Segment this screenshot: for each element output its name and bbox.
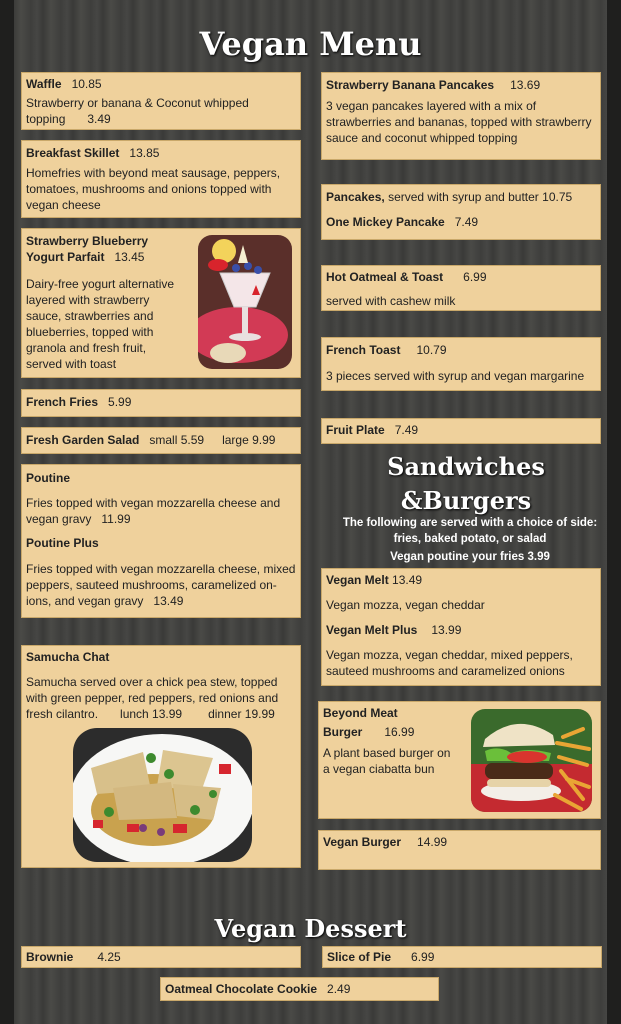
- samucha-desc: Samucha served over a chick pea stew, topped with green pepper, red peppers, red onions and fresh cilantro.: [26, 675, 279, 721]
- parfait-name-2: Yogurt Parfait: [26, 250, 105, 264]
- sb-pancakes-card: [321, 72, 601, 160]
- samucha-dinner: dinner 19.99: [208, 707, 275, 721]
- sandwiches-title-2: &Burgers: [400, 486, 532, 515]
- cookie-name: Oatmeal Chocolate Cookie: [165, 982, 318, 996]
- toast-card: [321, 337, 601, 391]
- waffle-card: [21, 72, 301, 130]
- dessert-title: Vegan Dessert: [214, 914, 407, 943]
- samucha-card: [21, 645, 301, 868]
- melt-plus-price: 13.99: [431, 623, 462, 637]
- pancakes-desc: served with syrup and butter: [388, 190, 539, 204]
- melt-desc: Vegan mozza, vegan cheddar: [326, 598, 485, 612]
- poutine-card: [21, 464, 301, 618]
- toast-name: French Toast: [326, 343, 401, 357]
- fries-name: French Fries: [26, 395, 99, 409]
- pie-price: 6.99: [411, 950, 435, 964]
- parfait-photo: [198, 235, 292, 369]
- mickey-price: 7.49: [454, 215, 479, 229]
- brownie-price: 4.25: [97, 950, 121, 964]
- samucha-name: Samucha Chat: [26, 650, 110, 664]
- poutine-desc: Fries topped with vegan mozzarella cheese and vegan gravy: [26, 496, 281, 526]
- parfait-desc: Dairy-free yogurt alternative layered with strawberry sauce, strawberries and blueberries, topped with granola and fresh fruit, served with toast: [26, 277, 175, 371]
- left-edge: [0, 0, 14, 1024]
- cookie-price: 2.49: [327, 982, 351, 996]
- parfait-price: 13.45: [114, 250, 145, 264]
- pancakes-card: [321, 184, 601, 240]
- salad-card: [21, 427, 301, 454]
- beyond-name-1: Beyond Meat: [323, 706, 398, 720]
- brownie-card: [21, 946, 301, 968]
- sandwiches-title-1: Sandwiches: [387, 452, 545, 481]
- waffle-topping-price: 3.49: [87, 112, 111, 126]
- oatmeal-name: Hot Oatmeal & Toast: [326, 270, 444, 284]
- cookie-card: [160, 977, 439, 1001]
- mickey-name: One Mickey Pancake: [326, 215, 445, 229]
- fries-card: [21, 389, 301, 417]
- salad-name: Fresh Garden Salad: [26, 433, 140, 447]
- pancakes-name: Pancakes,: [326, 190, 385, 204]
- pancakes-price: 10.75: [542, 190, 573, 204]
- menu-title: Vegan Menu: [199, 25, 422, 63]
- pie-card: [322, 946, 602, 968]
- waffle-topping: Strawberry or banana & Coconut whipped topping: [26, 96, 249, 126]
- fruit-card: [321, 418, 601, 444]
- salad-large: large 9.99: [222, 433, 276, 447]
- samucha-lunch: lunch 13.99: [120, 707, 183, 721]
- sb-pancakes-name: Strawberry Banana Pancakes: [326, 78, 495, 92]
- oatmeal-price: 6.99: [463, 270, 487, 284]
- poutine-price: 11.99: [101, 512, 131, 526]
- parfait-card: [21, 228, 301, 378]
- oatmeal-card: [321, 265, 601, 311]
- sides-note-3-text: Vegan poutine your fries: [390, 551, 525, 563]
- poutine-name: Poutine: [26, 471, 70, 485]
- oatmeal-desc: served with cashew milk: [326, 294, 456, 308]
- sides-note-1: The following are served with a choice of side:: [342, 517, 598, 529]
- fruit-price: 7.49: [394, 423, 419, 437]
- skillet-card: [21, 140, 301, 218]
- sides-note-3: [320, 549, 620, 565]
- waffle-price: 10.85: [71, 77, 102, 91]
- toast-price: 10.79: [416, 343, 447, 357]
- sb-pancakes-price: 13.69: [510, 78, 541, 92]
- samucha-photo: [73, 728, 252, 862]
- skillet-price: 13.85: [129, 146, 160, 160]
- toast-desc: 3 pieces served with syrup and vegan margarine: [326, 369, 585, 383]
- vegan-burger-card: [318, 830, 601, 870]
- skillet-name: Breakfast Skillet: [26, 146, 120, 160]
- fries-price: 5.99: [108, 395, 132, 409]
- melt-plus-desc: Vegan mozza, vegan cheddar, mixed peppers, sauteed mushrooms and caramelized onions: [326, 648, 573, 678]
- beyond-desc: A plant based burger on a vegan ciabatta bun: [323, 746, 451, 776]
- poutine-plus-price: 13.49: [153, 594, 184, 608]
- waffle-name: Waffle: [26, 77, 62, 91]
- burger-photo: [471, 709, 592, 812]
- sides-note-3-price: 3.99: [527, 551, 550, 563]
- brownie-name: Brownie: [26, 950, 74, 964]
- parfait-name-1: Strawberry Blueberry: [26, 234, 149, 248]
- beyond-name-2: Burger: [323, 725, 363, 739]
- sb-pancakes-desc: 3 vegan pancakes layered with a mix of strawberries and bananas, topped with strawberry sauce and coconut whipped topping: [326, 99, 592, 145]
- melt-card: [321, 568, 601, 686]
- pie-name: Slice of Pie: [327, 950, 392, 964]
- melt-plus-name: Vegan Melt Plus: [326, 623, 418, 637]
- vegan-burger-price: 14.99: [417, 835, 448, 849]
- beyond-card: [318, 701, 601, 819]
- melt-name: Vegan Melt: [326, 573, 389, 587]
- poutine-plus-name: Poutine Plus: [26, 536, 99, 550]
- vegan-burger-name: Vegan Burger: [323, 835, 402, 849]
- poutine-plus-desc: Fries topped with vegan mozzarella cheese, mixed peppers, sauteed mushrooms, caramelized on-ions, and vegan gravy: [26, 562, 296, 608]
- skillet-desc: Homefries with beyond meat sausage, peppers, tomatoes, mushrooms and onions topped with vegan cheese: [26, 166, 281, 212]
- melt-price: 13.49: [392, 573, 423, 587]
- beyond-price: 16.99: [384, 725, 415, 739]
- sides-note-2: fries, baked potato, or salad: [393, 533, 547, 545]
- salad-small: small 5.59: [149, 433, 205, 447]
- fruit-name: Fruit Plate: [326, 423, 385, 437]
